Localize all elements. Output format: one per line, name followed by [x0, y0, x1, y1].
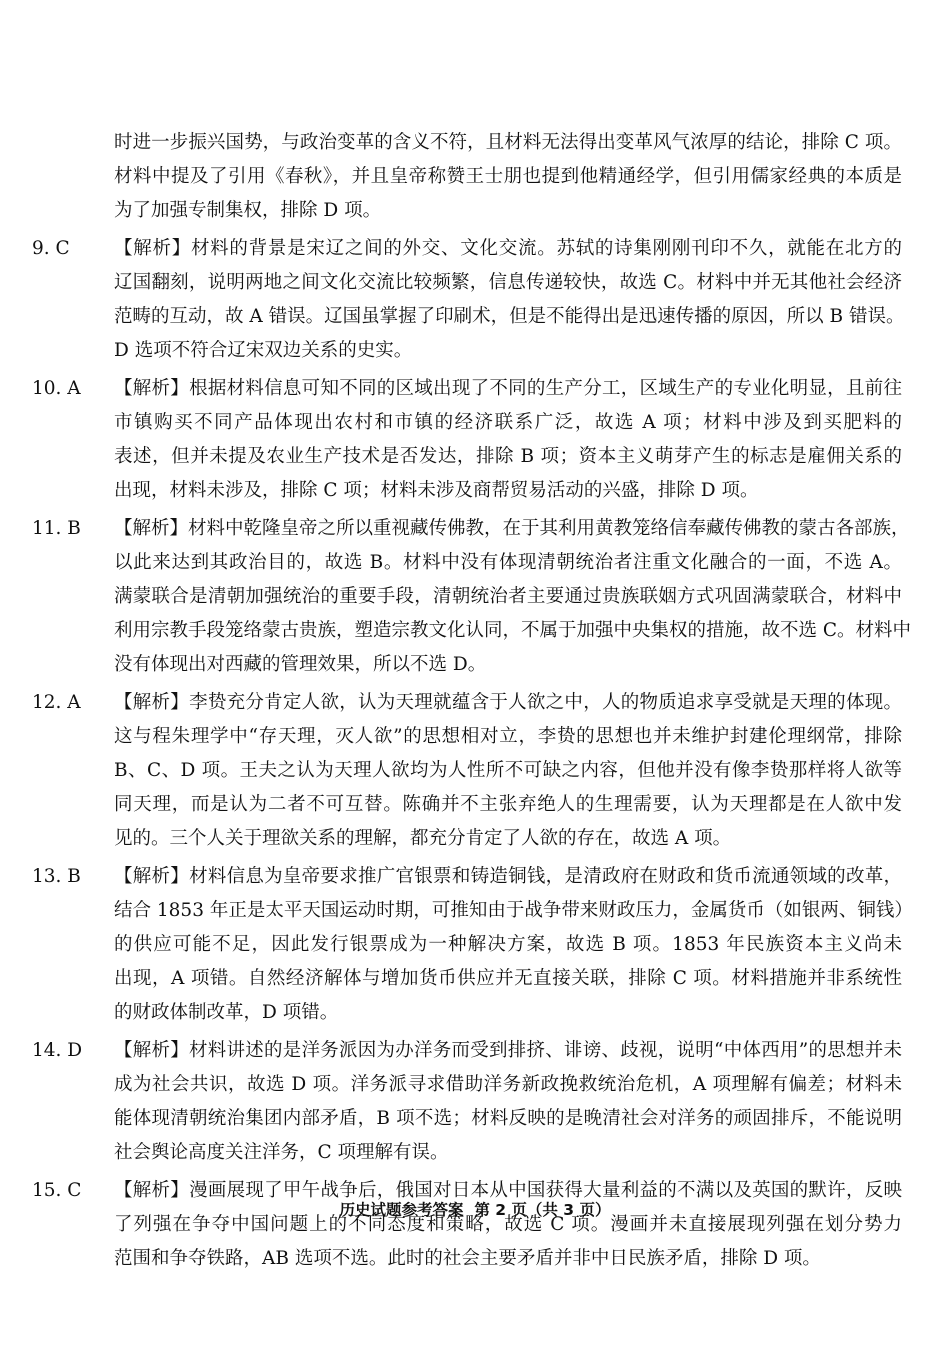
text-line: 见的。三个人关于理欲关系的理解，都充分肯定了人欲的存在，故选 A 项。: [114, 828, 732, 849]
answer-item: [32, 860, 913, 1030]
footer-page-info: 第 2 页（共 3 页）: [474, 1201, 611, 1219]
text-line: 的财政体制改革，D 项错。: [114, 1002, 339, 1023]
answer-item: [32, 512, 912, 682]
answer-explanation: [114, 686, 902, 856]
answer-item: [32, 686, 902, 856]
answer-explanation: [114, 512, 912, 682]
page-footer: [0, 1198, 950, 1222]
answer-explanation: [114, 1034, 902, 1170]
answer-item: [32, 232, 905, 368]
answer-explanation: [114, 860, 913, 1030]
text-line: 范畴的互动，故 A 错误。辽国虽掌握了印刷术，但是不能得出是迅速传播的原因，所以 B 错误。: [114, 306, 905, 327]
text-line: 【解析】根据材料信息可知不同的区域出现了不同的生产分工，区域生产的专业化明显，且前往: [114, 378, 902, 399]
text-line: 的供应可能不足，因此发行银票成为一种解决方案，故选 B 项。1853 年民族资本主义尚未: [114, 934, 902, 955]
text-line: 没有体现出对西藏的管理效果，所以不选 D。: [114, 654, 487, 675]
answer-number: 10. A: [32, 378, 81, 399]
answer-explanation: [114, 232, 905, 368]
text-line: 出现，A 项错。自然经济解体与增加货币供应并无直接关联，排除 C 项。材料措施并非系统性: [114, 968, 902, 989]
text-line: 辽国翻刻，说明两地之间文化交流比较频繁，信息传递较快，故选 C。材料中并无其他社会经济: [114, 272, 902, 293]
answer-content: [32, 126, 913, 1276]
answer-item: [32, 1034, 902, 1170]
text-line: 结合 1853 年正是太平天国运动时期，可推知由于战争带来财政压力，金属货币（如银两、铜钱）: [114, 900, 913, 921]
text-line: 同天理，而是认为二者不可互替。陈确并不主张弃绝人的生理需要，认为天理都是在人欲中发: [114, 794, 902, 815]
text-line: 【解析】材料的背景是宋辽之间的外交、文化交流。苏轼的诗集刚刚刊印不久，就能在北方的: [114, 238, 902, 259]
text-line: 时进一步振兴国势，与政治变革的含义不符，且材料无法得出变革风气浓厚的结论，排除 C 项。: [114, 132, 902, 153]
answer-number: 12. A: [32, 692, 81, 713]
text-line: 社会舆论高度关注洋务，C 项理解有误。: [114, 1142, 449, 1163]
text-line: 材料中提及了引用《春秋》，并且皇帝称赞王士朋也提到他精通经学，但引用儒家经典的本质是: [114, 166, 902, 187]
text-line: 范围和争夺铁路，AB 选项不选。此时的社会主要矛盾并非中日民族矛盾，排除 D 项。: [114, 1248, 821, 1269]
text-line: 【解析】材料信息为皇帝要求推广官银票和铸造铜钱，是清政府在财政和货币流通领域的改革，: [114, 866, 902, 887]
text-line: 以此来达到其政治目的，故选 B。材料中没有体现清朝统治者注重文化融合的一面，不选 A。: [114, 552, 902, 573]
text-line: 能体现清朝统治集团内部矛盾，B 项不选；材料反映的是晚清社会对洋务的顽固排斥，不能说明: [114, 1108, 902, 1129]
answer-number: 14. D: [32, 1040, 83, 1061]
answer-number: 9. C: [32, 238, 70, 259]
text-line: 市镇购买不同产品体现出农村和市镇的经济联系广泛，故选 A 项；材料中涉及到买肥料的: [114, 412, 902, 433]
text-line: B、C、D 项。王夫之认为天理人欲均为人性所不可缺之内容，但他并没有像李贽那样将人欲等: [114, 760, 902, 781]
text-line: 【解析】李贽充分肯定人欲，认为天理就蕴含于人欲之中，人的物质追求享受就是天理的体现。: [114, 692, 902, 713]
answer-explanation: [114, 372, 902, 508]
text-line: 出现，材料未涉及，排除 C 项；材料未涉及商帮贸易活动的兴盛，排除 D 项。: [114, 480, 759, 501]
text-line: 了列强在争夺中国问题上的不同态度和策略，故选 C 项。漫画并未直接展现列强在划分势力: [114, 1214, 902, 1235]
answer-number: 15. C: [32, 1180, 82, 1201]
text-line: 【解析】材料讲述的是洋务派因为办洋务而受到排挤、诽谤、歧视，说明“中体西用”的思想并未: [114, 1040, 902, 1061]
answer-list: [32, 232, 913, 1276]
text-line: 【解析】漫画展现了甲午战争后，俄国对日本从中国获得大量利益的不满以及英国的默许，反映: [114, 1180, 902, 1201]
continued-explanation: [32, 126, 902, 228]
text-line: 为了加强专制集权，排除 D 项。: [114, 200, 382, 221]
text-line: 表述，但并未提及农业生产技术是否发达，排除 B 项；资本主义萌芽产生的标志是雇佣关系的: [114, 446, 902, 467]
text-line: 【解析】材料中乾隆皇帝之所以重视藏传佛教，在于其利用黄教笼络信奉藏传佛教的蒙古各部族，: [114, 518, 910, 539]
answer-number: 13. B: [32, 866, 81, 887]
text-line: 成为社会共识，故选 D 项。洋务派寻求借助洋务新政挽救统治危机，A 项理解有偏差；材料未: [114, 1074, 902, 1095]
answer-explanation: [114, 1174, 902, 1276]
text-line: 利用宗教手段笼络蒙古贵族，塑造宗教文化认同，不属于加强中央集权的措施，故不选 C。材料中: [114, 620, 912, 641]
answer-item: [32, 372, 902, 508]
footer-title: 历史试题参考答案: [339, 1201, 464, 1219]
text-line: 这与程朱理学中“存天理，灭人欲”的思想相对立，李贽的思想也并未维护封建伦理纲常，排除: [114, 726, 902, 747]
answer-number: 11. B: [32, 518, 81, 539]
answer-item: [32, 1174, 902, 1276]
text-line: D 选项不符合辽宋双边关系的史实。: [114, 340, 413, 361]
text-line: 满蒙联合是清朝加强统治的重要手段，清朝统治者主要通过贵族联姻方式巩固满蒙联合，材料中: [114, 586, 902, 607]
